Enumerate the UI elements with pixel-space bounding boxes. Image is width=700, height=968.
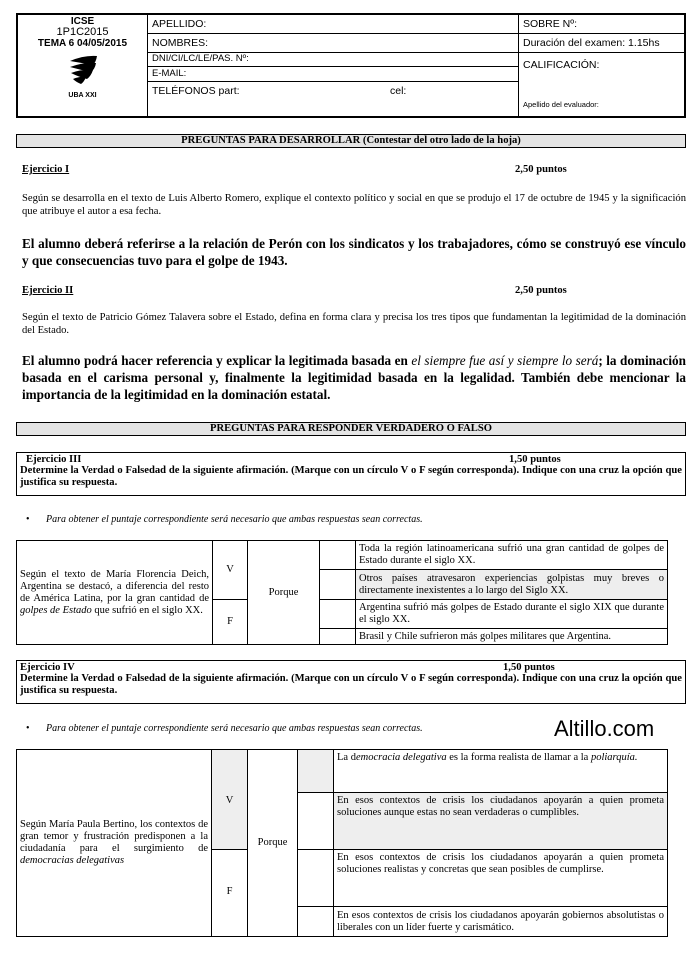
dni-field[interactable]: DNI/CI/LC/LE/PAS. Nº: [148,53,518,67]
calificacion-field[interactable] [518,53,684,116]
ej2-title: Ejercicio II [22,285,74,296]
tema-date: TEMA 6 04/05/2015 [37,38,128,49]
bullet-icon: • [26,723,30,734]
ej3-check-3[interactable] [320,600,356,629]
ej3-table [16,540,668,645]
ej3-note-text: Para obtener el puntaje correspondiente será necesario que ambas respuestas sean correctas. [46,514,423,525]
ej4-option-1 [334,750,668,793]
ej4-check-3[interactable] [298,850,334,907]
ej4-title: Ejercicio IV [20,662,75,673]
ej3-option-1: Toda la región latinoamericana sufrió una gran cantidad de golpes de Estado durante el siglo XX. [356,541,668,570]
ej4-check-4[interactable] [298,907,334,937]
ej3-option-3: Argentina sufrió más golpes de Estado durante el siglo XIX que durante el siglo XX. [356,600,668,629]
ej3-instructions: Determine la Verdad o Falsedad de la siguiente afirmación. (Marque con un círculo V o F según corresponda). Indique con una cruz la opción que justifica su respuesta. [20,465,682,488]
ej4-note [26,723,423,734]
ej1-question: Según se desarrolla en el texto de Luis Alberto Romero, explique el contexto político y social en que se produjo el 17 de octubre de 1945 y la significación que atribuye el autor a esa fecha. [22,193,686,217]
ej2-answer-part2: ; la dominación basada en el carisma personal y, finalmente la legitimidad basada en la legalidad. También debe mencionar la importancia de la legitimidad en la dominación estatal. [22,353,686,402]
ej3-header-box [16,452,686,496]
ej3-porque: Porque [248,541,320,645]
ej3-statement-part2: que sufrió en el siglo XX. [91,604,203,616]
duracion-label: Duración del examen: 1.15hs [518,34,684,53]
ej4-statement-part1: Según María Paula Bertino, los contextos de gran temor y frustración predisponen a la ciudadanía para el surgimiento de [20,819,208,854]
ej3-option-4: Brasil y Chile sufrieron más golpes militares que Argentina. [356,629,668,645]
ej3-check-1[interactable] [320,541,356,570]
course-code: ICSE [70,16,95,27]
ej4-option-1-part2: es la forma realista de llamar a la [446,752,591,763]
ej3-note [26,514,423,525]
ej4-option-1-part1: La d [337,752,356,763]
header-course-block [18,15,148,116]
ej3-f-option[interactable]: F [213,600,248,645]
ej4-option-1-italic1: emocracia delegativa [355,752,447,763]
ej3-check-2[interactable] [320,570,356,600]
ej1-answer: El alumno deberá referirse a la relación de Perón con los sindicatos y los trabajadores, cómo se construyó ese vínculo y que consecuencias tuvo para el golpe de 1943. [22,236,686,268]
ej4-points: 1,50 puntos [503,662,555,673]
ej4-note-text: Para obtener el puntaje correspondiente será necesario que ambas respuestas sean correctas. [46,723,423,734]
ej4-option-2: En esos contextos de crisis los ciudadanos apoyarán a quien prometa soluciones aunque estas no sean verdaderas o cumplibles. [334,793,668,850]
ej4-v-option[interactable]: V [212,750,248,850]
ej2-answer [22,352,686,403]
ej4-porque: Porque [248,750,298,937]
ej1-title: Ejercicio I [22,164,70,175]
ej3-statement-part1: Según el texto de María Florencia Deich, Argentina se destacó, a diferencia del resto de América Latina, por la gran cantidad de [20,568,209,604]
ej3-title: Ejercicio III [26,454,82,465]
telefonos-label: TELÉFONOS part: [152,85,240,97]
cel-label: cel: [390,85,407,97]
evaluador-label: Apellido del evaluador: [523,100,599,109]
uba-logo-icon [66,52,100,86]
calificacion-label: CALIFICACIÓN: [523,59,600,71]
ej3-v-option[interactable]: V [213,541,248,600]
ej4-statement-italic: democracias delegativas [20,855,125,866]
section-desarrollar-title: PREGUNTAS PARA DESARROLLAR (Contestar del otro lado de la hoja) [16,134,686,148]
ej4-check-2[interactable] [298,793,334,850]
ej3-check-4[interactable] [320,629,356,645]
ej2-points: 2,50 puntos [515,285,567,296]
bullet-icon: • [26,514,30,525]
sobre-field[interactable]: SOBRE Nº: [518,15,684,34]
section-vf-title: PREGUNTAS PARA RESPONDER VERDADERO O FALSO [16,422,686,436]
exam-code: 1P1C2015 [56,26,109,38]
ej3-option-2: Otros países atravesaron experiencias golpistas muy breves o directamente inexistentes a lo largo del Siglo XX. [356,570,668,600]
nombres-field[interactable]: NOMBRES: [148,34,518,53]
ej3-statement [17,541,213,645]
ej4-instructions: Determine la Verdad o Falsedad de la siguiente afirmación. (Marque con un círculo V o F según corresponda). Indique con una cruz la opción que justifica su respuesta. [20,673,682,696]
ej1-points: 2,50 puntos [515,164,567,175]
ej4-table [16,749,668,937]
ej2-question: Según el texto de Patricio Gómez Talavera sobre el Estado, defina en forma clara y precisa los tres tipos que fundamentan la legitimidad de la dominación del Estado. [22,312,686,336]
ej4-option-1-italic2: poliarquía. [590,752,638,763]
ej4-header-box [16,660,686,704]
exam-header [16,13,686,118]
email-field[interactable]: E-MAIL: [148,67,518,82]
ej3-points: 1,50 puntos [509,454,561,465]
ej4-statement [17,750,212,937]
ej3-statement-italic: golpes de Estado [20,604,92,616]
ej2-answer-italic: el siempre fue así y siempre lo será [411,353,599,368]
watermark-text: Altillo.com [554,716,655,741]
telefonos-field[interactable] [148,82,518,102]
ej4-f-option[interactable]: F [212,850,248,937]
ej4-check-1[interactable] [298,750,334,793]
apellido-field[interactable]: APELLIDO: [148,15,518,34]
ej4-option-3: En esos contextos de crisis los ciudadanos apoyarán a quien prometa soluciones realistas y concretas que sean posibles de cumplirse. [334,850,668,907]
ej4-option-4: En esos contextos de crisis los ciudadanos apoyarán gobiernos absolutistas o liberales con un líder fuerte y carismático. [334,907,668,937]
ej2-answer-part1: El alumno podrá hacer referencia y explicar la legitimada basada en [22,353,412,368]
logo-text: UBA XXI [68,92,97,99]
